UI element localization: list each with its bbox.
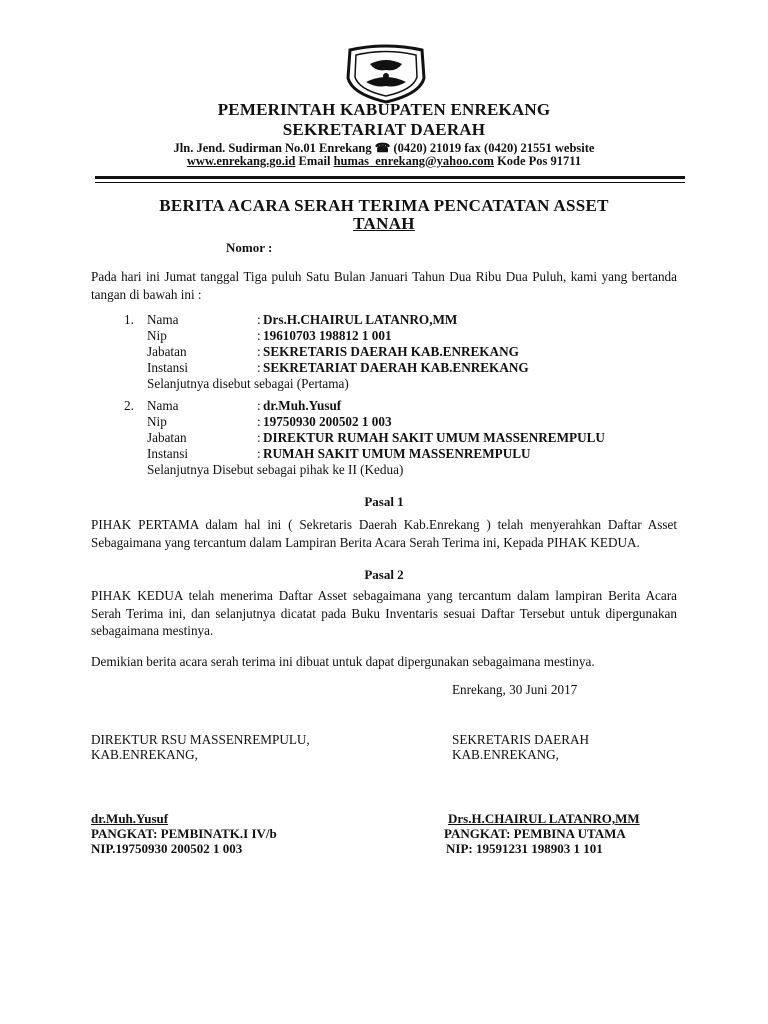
party2-number: 2.: [124, 398, 134, 413]
pasal2-heading: Pasal 2: [364, 567, 404, 582]
party1-jabatan-label: Jabatan: [147, 344, 187, 359]
pasal1-heading: Pasal 1: [364, 494, 404, 509]
government-name: PEMERINTAH KABUPATEN ENREKANG: [217, 100, 551, 119]
email-link[interactable]: humas_enrekang@yahoo.com: [333, 154, 494, 168]
colon: :: [257, 312, 261, 327]
party2-nama: dr.Muh.Yusuf: [263, 398, 342, 413]
party2-instansi: RUMAH SAKIT UMUM MASSENREMPULU: [263, 446, 531, 461]
party2-jabatan: DIREKTUR RUMAH SAKIT UMUM MASSENREMPULU: [263, 430, 605, 445]
party1-number: 1.: [124, 312, 134, 327]
contact-line: [0, 154, 768, 169]
colon: :: [257, 414, 261, 429]
party2-nip: 19750930 200502 1 003: [263, 414, 392, 429]
nomor-label: Nomor :: [226, 240, 273, 255]
party2-note: Selanjutnya Disebut sebagai pihak ke II (Kedua): [147, 462, 404, 477]
left-signer-region: KAB.ENREKANG,: [91, 747, 198, 762]
party1-note: Selanjutnya disebut sebagai (Pertama): [147, 376, 349, 391]
pasal2-text: PIHAK KEDUA telah menerima Daftar Asset sebagaimana yang tercantum dalam lampiran Berita Acara Serah Terima ini, dan selanjutnya dicatat pada Buku Inventaris sesuai Daftar Tersebut untuk dipergunakan sebagaimana mestinya.: [91, 588, 677, 638]
party1-jabatan: SEKRETARIS DAERAH KAB.ENREKANG: [263, 344, 519, 359]
party1-nama-label: Nama: [147, 312, 179, 327]
office-name: SEKRETARIAT DAERAH: [282, 120, 486, 139]
party1-nip-label: Nip: [147, 328, 167, 343]
colon: :: [257, 360, 261, 375]
postcode: Kode Pos 91711: [497, 154, 582, 168]
place-date: Enrekang, 30 Juni 2017: [452, 682, 578, 697]
left-signer-rank: PANGKAT: PEMBINATK.I IV/b: [91, 826, 277, 841]
right-signer-name: Drs.H.CHAIRUL LATANRO,MM: [448, 811, 640, 826]
document-title: BERITA ACARA SERAH TERIMA PENCATATAN ASSET: [159, 196, 609, 215]
colon: :: [257, 344, 261, 359]
colon: :: [257, 446, 261, 461]
party2-nama-label: Nama: [147, 398, 179, 413]
header-divider-thick: [95, 176, 685, 179]
closing-paragraph: Demikian berita acara serah terima ini dibuat untuk dapat dipergunakan sebagaimana mestinya.: [91, 654, 595, 669]
party1-instansi: SEKRETARIAT DAERAH KAB.ENREKANG: [263, 360, 529, 375]
website-link[interactable]: www.enrekang.go.id: [186, 154, 296, 168]
right-signer-region: KAB.ENREKANG,: [452, 747, 559, 762]
colon: :: [257, 398, 261, 413]
colon: :: [257, 430, 261, 445]
address-line: Jln. Jend. Sudirman No.01 Enrekang ☎ (0420) 21019 fax (0420) 21551 website: [173, 141, 595, 155]
party1-nama: Drs.H.CHAIRUL LATANRO,MM: [263, 312, 458, 327]
header-divider-thin: [95, 182, 685, 183]
party2-instansi-label: Instansi: [147, 446, 189, 461]
party1-instansi-label: Instansi: [147, 360, 189, 375]
right-signer-rank: PANGKAT: PEMBINA UTAMA: [444, 826, 626, 841]
party2-jabatan-label: Jabatan: [147, 430, 187, 445]
left-signer-name: dr.Muh.Yusuf: [91, 811, 169, 826]
colon: :: [257, 328, 261, 343]
emblem-shield-icon: [340, 42, 432, 104]
right-signer-nip: NIP: 19591231 198903 1 101: [446, 841, 603, 856]
intro-paragraph: Pada hari ini Jumat tanggal Tiga puluh Satu Bulan Januari Tahun Dua Ribu Dua Puluh, kami yang bertanda tangan di bawah ini :: [91, 269, 677, 302]
left-signer-nip: NIP.19750930 200502 1 003: [91, 841, 243, 856]
document-title-line2: TANAH: [353, 214, 415, 233]
email-label: Email: [298, 154, 331, 168]
left-signer-title: DIREKTUR RSU MASSENREMPULU,: [91, 732, 310, 747]
party1-nip: 19610703 198812 1 001: [263, 328, 392, 343]
pasal1-text: PIHAK PERTAMA dalam hal ini ( Sekretaris Daerah Kab.Enrekang ) telah menyerahkan Daftar Asset Sebagaimana yang tercantum dalam Lampiran Berita Acara Serah Terima ini, Kepada PIHAK KEDUA.: [91, 517, 677, 550]
right-signer-title: SEKRETARIS DAERAH: [452, 732, 590, 747]
party2-nip-label: Nip: [147, 414, 167, 429]
